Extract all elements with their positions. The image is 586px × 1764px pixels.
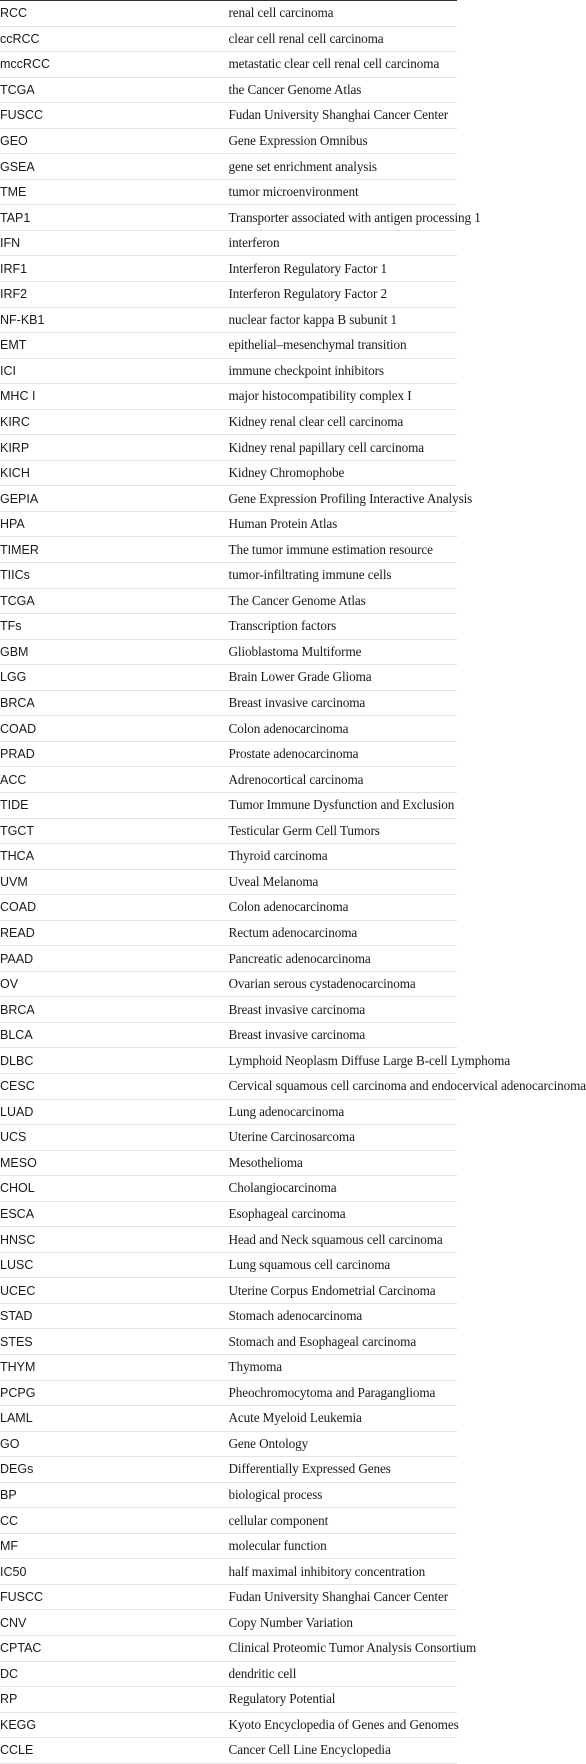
definition-cell: major histocompatibility complex I <box>229 384 458 410</box>
abbreviation-cell: CHOL <box>0 1176 229 1202</box>
definition-cell: tumor-infiltrating immune cells <box>229 563 458 589</box>
abbreviation-cell: mccRCC <box>0 52 229 78</box>
abbreviation-cell: GBM <box>0 639 229 665</box>
table-row <box>0 282 457 308</box>
definition-cell: Colon adenocarcinoma <box>229 895 458 921</box>
definition-cell: Tumor Immune Dysfunction and Exclusion <box>229 792 458 818</box>
definition-cell: The Cancer Genome Atlas <box>229 588 458 614</box>
abbreviation-cell: EMT <box>0 333 229 359</box>
definition-cell: the Cancer Genome Atlas <box>229 77 458 103</box>
definition-cell: metastatic clear cell renal cell carcinoma <box>229 52 458 78</box>
abbreviation-cell: TCGA <box>0 77 229 103</box>
table-row <box>0 588 457 614</box>
abbreviation-cell: LAML <box>0 1406 229 1432</box>
definition-cell: Thyroid carcinoma <box>229 844 458 870</box>
abbreviation-cell: DEGs <box>0 1457 229 1483</box>
table-row <box>0 1125 457 1151</box>
table-row <box>0 1201 457 1227</box>
definition-cell: Cholangiocarcinoma <box>229 1176 458 1202</box>
table-row <box>0 1687 457 1713</box>
abbreviation-cell: LUAD <box>0 1099 229 1125</box>
table-row <box>0 1329 457 1355</box>
table-row <box>0 741 457 767</box>
definition-cell: Kidney renal clear cell carcinoma <box>229 409 458 435</box>
table-row <box>0 690 457 716</box>
table-row <box>0 1584 457 1610</box>
table-row <box>0 1099 457 1125</box>
table-row <box>0 230 457 256</box>
definition-cell: Lung adenocarcinoma <box>229 1099 458 1125</box>
definition-cell: Stomach and Esophageal carcinoma <box>229 1329 458 1355</box>
definition-cell: Colon adenocarcinoma <box>229 716 458 742</box>
definition-cell: epithelial–mesenchymal transition <box>229 333 458 359</box>
table-row <box>0 1073 457 1099</box>
table-row <box>0 1533 457 1559</box>
table-row <box>0 818 457 844</box>
abbreviation-cell: COAD <box>0 895 229 921</box>
abbreviation-cell: HNSC <box>0 1227 229 1253</box>
table-row <box>0 1176 457 1202</box>
table-row <box>0 1278 457 1304</box>
table-row <box>0 1482 457 1508</box>
table-row <box>0 537 457 563</box>
abbreviation-cell: CESC <box>0 1073 229 1099</box>
definition-cell: Fudan University Shanghai Cancer Center <box>229 1584 458 1610</box>
table-row <box>0 1508 457 1534</box>
abbreviation-cell: STES <box>0 1329 229 1355</box>
definition-cell: Kidney Chromophobe <box>229 460 458 486</box>
table-row <box>0 1457 457 1483</box>
table-row <box>0 52 457 78</box>
definition-cell: The tumor immune estimation resource <box>229 537 458 563</box>
definition-cell: Lymphoid Neoplasm Diffuse Large B-cell Lymphoma <box>229 1048 458 1074</box>
table-row <box>0 971 457 997</box>
table-row <box>0 1738 457 1764</box>
definition-cell: tumor microenvironment <box>229 179 458 205</box>
table-row <box>0 1380 457 1406</box>
abbreviation-cell: IFN <box>0 230 229 256</box>
abbreviation-cell: PCPG <box>0 1380 229 1406</box>
table-row <box>0 1252 457 1278</box>
definition-cell: Breast invasive carcinoma <box>229 1022 458 1048</box>
abbreviation-cell: TME <box>0 179 229 205</box>
abbreviation-cell: THCA <box>0 844 229 870</box>
abbreviation-cell: MF <box>0 1533 229 1559</box>
definition-cell: Transporter associated with antigen processing 1 <box>229 205 458 231</box>
abbreviation-cell: CCLE <box>0 1738 229 1764</box>
definition-cell: half maximal inhibitory concentration <box>229 1559 458 1585</box>
abbreviation-cell: PAAD <box>0 946 229 972</box>
table-row <box>0 1431 457 1457</box>
abbreviation-cell: UVM <box>0 869 229 895</box>
abbreviation-cell: COAD <box>0 716 229 742</box>
definition-cell: Gene Expression Profiling Interactive Analysis <box>229 486 458 512</box>
table-row <box>0 460 457 486</box>
table-row <box>0 435 457 461</box>
abbreviation-cell: BRCA <box>0 997 229 1023</box>
table-row <box>0 358 457 384</box>
abbreviation-cell: LGG <box>0 665 229 691</box>
table-row <box>0 1022 457 1048</box>
definition-cell: Acute Myeloid Leukemia <box>229 1406 458 1432</box>
definition-cell: Pheochromocytoma and Paraganglioma <box>229 1380 458 1406</box>
abbreviation-cell: ACC <box>0 767 229 793</box>
abbreviation-cell: BRCA <box>0 690 229 716</box>
abbreviation-cell: TAP1 <box>0 205 229 231</box>
definition-cell: Breast invasive carcinoma <box>229 997 458 1023</box>
abbreviation-cell: BLCA <box>0 1022 229 1048</box>
definition-cell: Glioblastoma Multiforme <box>229 639 458 665</box>
abbreviation-cell: READ <box>0 920 229 946</box>
table-row <box>0 128 457 154</box>
abbreviation-cell: GSEA <box>0 154 229 180</box>
table-row <box>0 205 457 231</box>
abbreviation-cell: NF-KB1 <box>0 307 229 333</box>
table-row <box>0 614 457 640</box>
abbreviation-cell: FUSCC <box>0 103 229 129</box>
abbreviation-cell: ICI <box>0 358 229 384</box>
abbreviation-cell: HPA <box>0 511 229 537</box>
table-row <box>0 1406 457 1432</box>
abbreviation-cell: KICH <box>0 460 229 486</box>
table-row <box>0 307 457 333</box>
definition-cell: Differentially Expressed Genes <box>229 1457 458 1483</box>
table-row <box>0 1227 457 1253</box>
definition-cell: Cervical squamous cell carcinoma and endocervical adenocarcinoma <box>229 1073 458 1099</box>
table-row <box>0 1303 457 1329</box>
definition-cell: cellular component <box>229 1508 458 1534</box>
table-row <box>0 1559 457 1585</box>
table-row <box>0 920 457 946</box>
abbreviation-cell: TIMER <box>0 537 229 563</box>
abbreviation-cell: ESCA <box>0 1201 229 1227</box>
table-row <box>0 26 457 52</box>
definition-cell: Thymoma <box>229 1354 458 1380</box>
table-row <box>0 639 457 665</box>
table-row <box>0 665 457 691</box>
table-row <box>0 409 457 435</box>
definition-cell: Fudan University Shanghai Cancer Center <box>229 103 458 129</box>
definition-cell: Stomach adenocarcinoma <box>229 1303 458 1329</box>
definition-cell: Prostate adenocarcinoma <box>229 741 458 767</box>
abbreviation-cell: TIICs <box>0 563 229 589</box>
definition-cell: Head and Neck squamous cell carcinoma <box>229 1227 458 1253</box>
definition-cell: Interferon Regulatory Factor 1 <box>229 256 458 282</box>
abbreviation-cell: CNV <box>0 1610 229 1636</box>
table-row <box>0 77 457 103</box>
definition-cell: Regulatory Potential <box>229 1687 458 1713</box>
table-row <box>0 486 457 512</box>
definition-cell: Interferon Regulatory Factor 2 <box>229 282 458 308</box>
table-row <box>0 895 457 921</box>
definition-cell: Clinical Proteomic Tumor Analysis Consortium <box>229 1636 458 1662</box>
table-row <box>0 869 457 895</box>
table-row <box>0 179 457 205</box>
abbreviation-cell: RP <box>0 1687 229 1713</box>
abbreviation-cell: DLBC <box>0 1048 229 1074</box>
table-row <box>0 384 457 410</box>
abbreviation-cell: KIRP <box>0 435 229 461</box>
definition-cell: Copy Number Variation <box>229 1610 458 1636</box>
abbreviation-cell: FUSCC <box>0 1584 229 1610</box>
abbreviation-cell: GEPIA <box>0 486 229 512</box>
abbreviation-cell: CC <box>0 1508 229 1534</box>
table-row <box>0 767 457 793</box>
abbreviation-cell: UCEC <box>0 1278 229 1304</box>
abbreviation-cell: THYM <box>0 1354 229 1380</box>
table-row <box>0 792 457 818</box>
table-row <box>0 1661 457 1687</box>
definition-cell: Kidney renal papillary cell carcinoma <box>229 435 458 461</box>
definition-cell: gene set enrichment analysis <box>229 154 458 180</box>
definition-cell: dendritic cell <box>229 1661 458 1687</box>
table-row <box>0 1048 457 1074</box>
abbreviation-cell: KEGG <box>0 1712 229 1738</box>
abbreviation-cell: TCGA <box>0 588 229 614</box>
table-row <box>0 1712 457 1738</box>
abbreviation-cell: MESO <box>0 1150 229 1176</box>
abbreviation-cell: KIRC <box>0 409 229 435</box>
definition-cell: Lung squamous cell carcinoma <box>229 1252 458 1278</box>
definition-cell: Cancer Cell Line Encyclopedia <box>229 1738 458 1764</box>
definition-cell: renal cell carcinoma <box>229 1 458 26</box>
definition-cell: Uterine Corpus Endometrial Carcinoma <box>229 1278 458 1304</box>
definition-cell: Pancreatic adenocarcinoma <box>229 946 458 972</box>
abbreviation-cell: UCS <box>0 1125 229 1151</box>
abbreviation-cell: ccRCC <box>0 26 229 52</box>
definition-cell: molecular function <box>229 1533 458 1559</box>
table-row <box>0 1 457 26</box>
definition-cell: immune checkpoint inhibitors <box>229 358 458 384</box>
abbreviation-cell: CPTAC <box>0 1636 229 1662</box>
table-row <box>0 844 457 870</box>
definition-cell: Gene Expression Omnibus <box>229 128 458 154</box>
table-row <box>0 716 457 742</box>
table-row <box>0 333 457 359</box>
abbreviation-cell: STAD <box>0 1303 229 1329</box>
definition-cell: Breast invasive carcinoma <box>229 690 458 716</box>
abbreviation-cell: IRF2 <box>0 282 229 308</box>
definition-cell: Kyoto Encyclopedia of Genes and Genomes <box>229 1712 458 1738</box>
abbreviation-cell: BP <box>0 1482 229 1508</box>
definition-cell: Human Protein Atlas <box>229 511 458 537</box>
abbreviation-cell: TIDE <box>0 792 229 818</box>
abbreviation-cell: GEO <box>0 128 229 154</box>
table-row <box>0 1150 457 1176</box>
abbreviation-cell: IRF1 <box>0 256 229 282</box>
definition-cell: Rectum adenocarcinoma <box>229 920 458 946</box>
abbreviation-cell: OV <box>0 971 229 997</box>
definition-cell: nuclear factor kappa B subunit 1 <box>229 307 458 333</box>
table-row <box>0 1610 457 1636</box>
definition-cell: biological process <box>229 1482 458 1508</box>
abbreviation-cell: LUSC <box>0 1252 229 1278</box>
abbreviations-table-body <box>0 1 586 1764</box>
definition-cell: Uterine Carcinosarcoma <box>229 1125 458 1151</box>
definition-cell: Ovarian serous cystadenocarcinoma <box>229 971 458 997</box>
abbreviation-cell: TGCT <box>0 818 229 844</box>
abbreviation-cell: MHC I <box>0 384 229 410</box>
abbreviation-cell: RCC <box>0 1 229 26</box>
table-row <box>0 511 457 537</box>
abbreviation-cell: PRAD <box>0 741 229 767</box>
definition-cell: Mesothelioma <box>229 1150 458 1176</box>
table-row <box>0 1636 457 1662</box>
abbreviation-cell: IC50 <box>0 1559 229 1585</box>
abbreviation-cell: TFs <box>0 614 229 640</box>
definition-cell: Testicular Germ Cell Tumors <box>229 818 458 844</box>
table-row <box>0 946 457 972</box>
definition-cell: clear cell renal cell carcinoma <box>229 26 458 52</box>
table-row <box>0 563 457 589</box>
definition-cell: Transcription factors <box>229 614 458 640</box>
table-row <box>0 154 457 180</box>
definition-cell: Gene Ontology <box>229 1431 458 1457</box>
table-row <box>0 997 457 1023</box>
table-row <box>0 1354 457 1380</box>
table-row <box>0 103 457 129</box>
definition-cell: Esophageal carcinoma <box>229 1201 458 1227</box>
definition-cell: Adrenocortical carcinoma <box>229 767 458 793</box>
abbreviation-cell: GO <box>0 1431 229 1457</box>
definition-cell: interferon <box>229 230 458 256</box>
definition-cell: Uveal Melanoma <box>229 869 458 895</box>
definition-cell: Brain Lower Grade Glioma <box>229 665 458 691</box>
table-row <box>0 256 457 282</box>
abbreviation-cell: DC <box>0 1661 229 1687</box>
